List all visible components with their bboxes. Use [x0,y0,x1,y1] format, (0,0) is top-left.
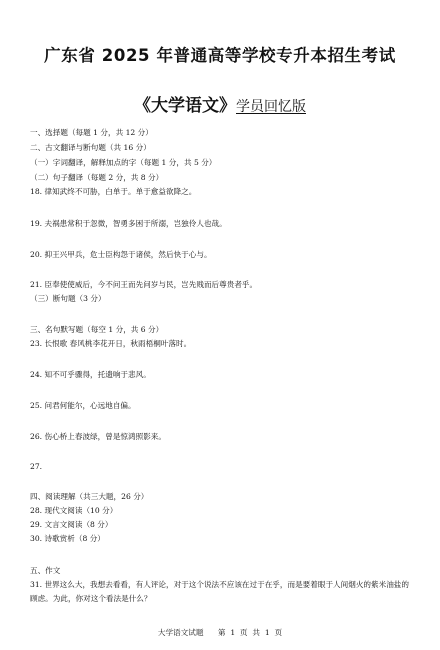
question-19: 19. 夫祸患常积于忽微，智勇多困于所溺，岂独伶人也哉。 [30,219,227,228]
page-footer: 大学语文试题 第 1 页 共 1 页 [157,628,283,637]
section-classical: 二、古文翻译与断句题（共 16 分） [30,143,151,152]
question-28: 28. 现代文阅读（10 分） [30,506,118,515]
exam-subtitle [0,91,440,116]
exam-title: 广东省 2025 年普通高等学校专升本招生考试 [44,46,396,65]
question-30: 30. 诗歌赏析（8 分） [30,534,105,543]
question-23: 23. 长恨歌 春风桃李花开日，秋雨梧桐叶落时。 [30,339,192,348]
subsection-word-translation: （一）字词翻译，解释加点的字（每题 1 分，共 5 分） [30,158,217,167]
question-24: 24. 知不可乎骤得，托遗响于悲风。 [30,370,151,379]
section-recitation: 三、名句默写题（每空 1 分，共 6 分） [30,325,164,334]
subject-name: 《大学语文》 [134,96,236,116]
question-29: 29. 文言文阅读（8 分） [30,520,113,529]
question-31: 31. 世界这么大，我想去看看，有人评论，对于这个说法不应该在过于在乎，而是要着眼于人间烟火的紫米油盐的顾虑。为此，你对这个看法是什么？ [30,580,409,603]
section-essay: 五、作文 [30,566,61,575]
question-25: 25. 问君何能尔，心远地自偏。 [30,401,136,410]
question-20: 20. 抑王兴甲兵，危士臣构怨于诸侯，然后快于心与。 [30,250,212,259]
question-21: 21. 臣奉使使威后，今不问王而先问岁与民，岂先贱而后尊贵者乎。 [30,280,258,289]
section-reading: 四、阅读理解（共三大题，26 分） [30,492,149,501]
subsection-sentence-translation: （二）句子翻译（每题 2 分，共 8 分） [30,173,164,182]
subsection-punctuation: （三）断句题（3 分） [30,294,106,303]
question-27: 27. [30,462,43,471]
question-26: 26. 伤心桥上春波绿，曾是惊鸿照影来。 [30,432,166,441]
question-18: 18. 律知武终不可胁，白单于。单于愈益欲降之。 [30,187,197,196]
edition-label: 学员回忆版 [236,99,306,115]
section-choice: 一、选择题（每题 1 分，共 12 分） [30,128,153,137]
